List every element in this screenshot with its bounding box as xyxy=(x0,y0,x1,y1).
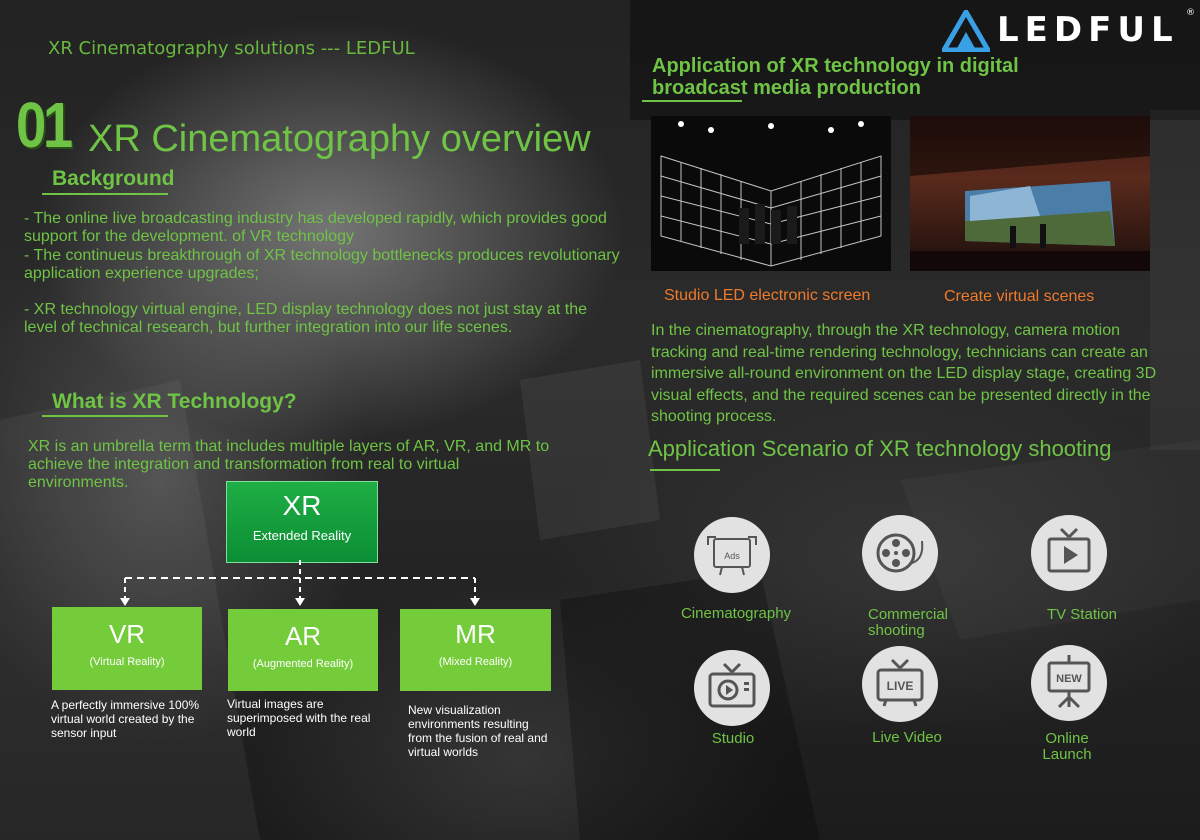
what-is-xr-underline xyxy=(42,415,168,417)
xr-root-title: XR xyxy=(282,490,322,521)
scenario-label-tv-station: TV Station xyxy=(1046,606,1118,623)
what-is-xr-text: XR is an umbrella term that includes multiple layers of AR, VR, and MR to achieve the integration and transformation from real to virtual environments. xyxy=(28,438,550,491)
scenario-live-video xyxy=(862,646,938,722)
virtual-scene-illustration xyxy=(910,116,1150,271)
application-heading-line-2: broadcast media production xyxy=(652,77,921,99)
scenario-cinematography xyxy=(694,517,770,593)
live-tv-icon xyxy=(862,646,938,722)
background-heading: Background xyxy=(52,167,175,190)
scenario-label-live-video: Live Video xyxy=(872,729,942,746)
vr-subtitle: (Virtual Reality) xyxy=(89,656,165,668)
scenarios-underline xyxy=(650,469,720,471)
scenario-commercial-shooting xyxy=(862,515,938,591)
studio-led-caption: Studio LED electronic screen xyxy=(664,287,871,304)
application-underline xyxy=(642,100,742,102)
what-is-xr-heading: What is XR Technology? xyxy=(52,390,297,413)
background-underline xyxy=(42,193,168,195)
overview-title: XR Cinematography overview xyxy=(88,118,591,160)
scenario-label-commercial-shooting: Commercial shooting xyxy=(868,606,949,639)
page-subtitle: XR Cinematography solutions --- LEDFUL xyxy=(48,38,415,59)
mr-description: New visualization environments resulting from the fusion of real and virtual worlds xyxy=(408,703,548,759)
background-paragraph-2: - The continueus breakthrough of XR technology bottlenecks produces revolutionary application experience upgrades; xyxy=(24,247,620,282)
background-paragraph-3: - XR technology virtual engine, LED display technology does not just stay at the level of technical research, but further integration into our life scenes. xyxy=(24,301,587,336)
scenario-tv-station xyxy=(1031,515,1107,591)
virtual-scene-caption: Create virtual scenes xyxy=(944,288,1095,305)
background-paragraph-1: - The online live broadcasting industry has developed rapidly, which provides good support for the development. of VR technology xyxy=(24,210,607,245)
new-badge-text: NEW xyxy=(1056,673,1082,685)
ar-description: Virtual images are superimposed with the real world xyxy=(227,697,371,739)
xr-root-subtitle: Extended Reality xyxy=(252,528,352,543)
application-description: In the cinematography, through the XR technology, camera motion tracking and real-time rendering technology, technicians can create an immersive all-round environment on the LED display stage, creating 3D visual effects, and the required scenes can be presented directly in the shooting process. xyxy=(651,322,1157,425)
scenario-label-studio: Studio xyxy=(711,730,755,747)
ar-subtitle: (Augmented Reality) xyxy=(252,658,354,670)
application-heading xyxy=(652,55,1019,99)
studio-tv-icon xyxy=(694,650,770,726)
logo-text: LEDFUL xyxy=(997,10,1179,50)
mr-box xyxy=(400,609,551,691)
mr-title: MR xyxy=(455,619,496,649)
scenario-label-online-launch: Online Launch xyxy=(1042,730,1092,763)
scenario-online-launch xyxy=(1031,645,1107,721)
ads-badge-text: Ads xyxy=(724,551,740,561)
virtual-scene-image xyxy=(910,116,1150,271)
application-heading-line-1: Application of XR technology in digital xyxy=(652,55,1019,77)
scenario-label-cinematography: Cinematography xyxy=(680,605,792,622)
xr-root-box xyxy=(226,481,378,563)
studio-led-screen-image xyxy=(651,116,891,271)
ledful-logo-icon xyxy=(942,10,990,52)
new-board-icon xyxy=(1031,645,1107,721)
vr-description: A perfectly immersive 100% virtual world created by the sensor input xyxy=(51,698,200,740)
led-grid-illustration xyxy=(651,116,891,271)
scenario-studio xyxy=(694,650,770,726)
vr-box xyxy=(52,607,202,690)
live-badge-text: LIVE xyxy=(886,679,914,693)
registered-mark: ® xyxy=(1186,8,1195,18)
film-reel-icon xyxy=(862,515,938,591)
ads-billboard-icon xyxy=(694,517,770,593)
vr-title: VR xyxy=(108,619,146,649)
mr-subtitle: (Mixed Reality) xyxy=(438,656,513,668)
ar-title: AR xyxy=(284,621,322,651)
scenarios-heading: Application Scenario of XR technology shooting xyxy=(648,436,1112,461)
diagram-connectors xyxy=(110,560,490,610)
section-number: 01 xyxy=(16,89,70,161)
ar-box xyxy=(228,609,378,691)
tv-play-icon xyxy=(1031,515,1107,591)
